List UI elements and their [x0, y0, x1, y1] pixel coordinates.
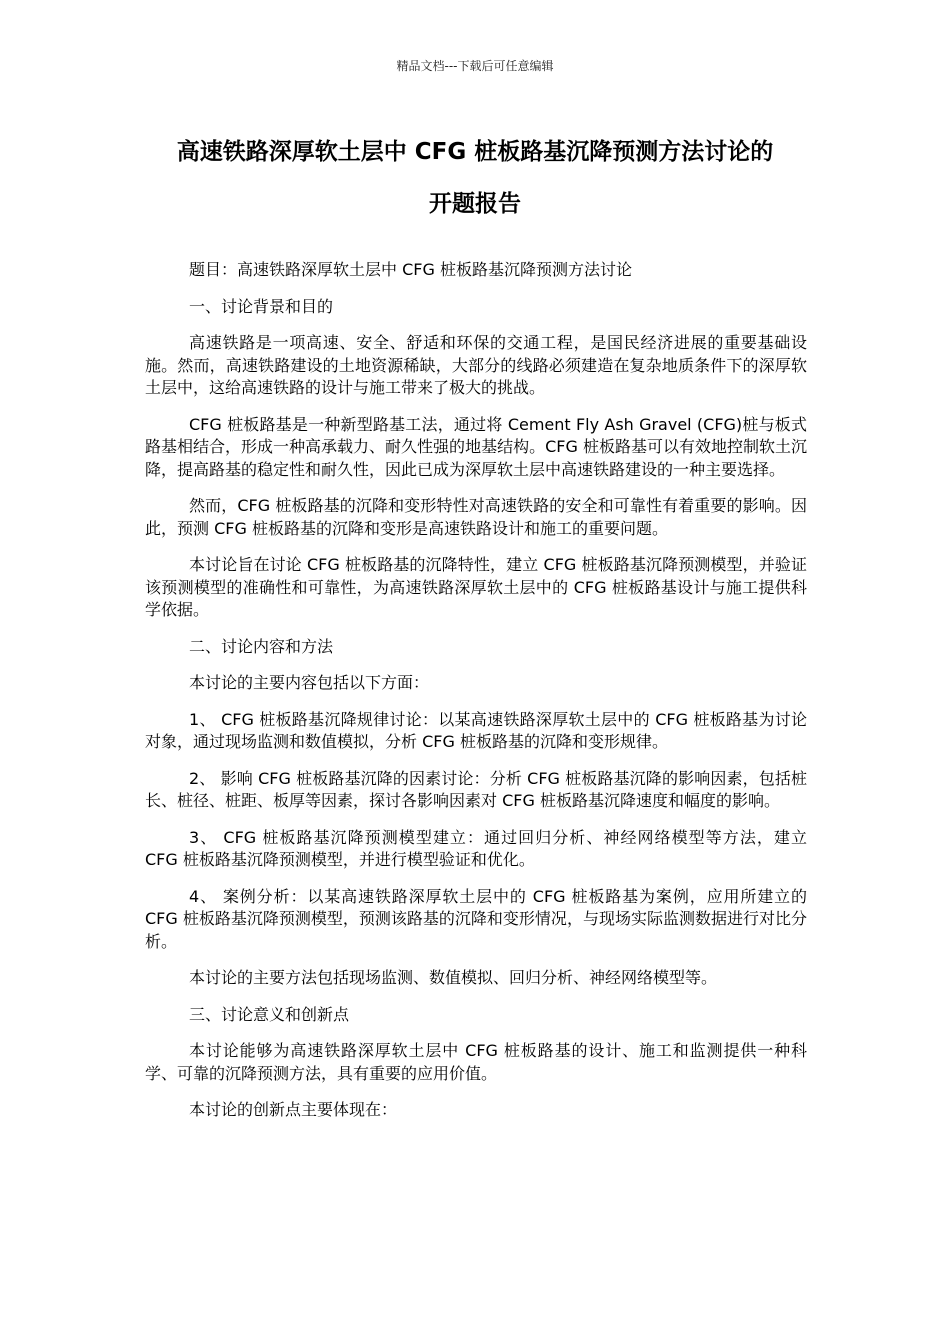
document-body [145, 259, 807, 1136]
list-item: 2、 影响 CFG 桩板路基沉降的因素讨论：分析 CFG 桩板路基沉降的影响因素，包括桩长、桩径、桩距、板厚等因素，探讨各影响因素对 CFG 桩板路基沉降速度和幅度的影响。 [145, 768, 807, 810]
body-paragraph: 本讨论的创新点主要体现在： [189, 1100, 398, 1119]
header-note: 精品文档---下载后可任意编辑 [396, 59, 554, 73]
section-heading-content: 二、讨论内容和方法 [189, 636, 334, 656]
body-paragraph: 本讨论能够为高速铁路深厚软土层中 CFG 桩板路基的设计、施工和监测提供一种科学、可靠的沉降预测方法，具有重要的应用价值。 [145, 1041, 807, 1083]
topic-line: 题目：高速铁路深厚软土层中 CFG 桩板路基沉降预测方法讨论 [189, 260, 632, 279]
document-title-line-2: 开题报告 [429, 191, 521, 217]
body-paragraph: CFG 桩板路基是一种新型路基工法，通过将 Cement Fly Ash Gravel (CFG)桩与板式路基相结合，形成一种高承载力、耐久性强的地基结构。CFG 桩板路基可以有效地控制软土沉降，提高路基的稳定性和耐久性，因此已成为深厚软土层中高速铁路建设的一种主要选择。 [145, 414, 807, 479]
list-item: 3、 CFG 桩板路基沉降预测模型建立：通过回归分析、神经网络模型等方法，建立 CFG 桩板路基沉降预测模型，并进行模型验证和优化。 [145, 827, 807, 869]
body-paragraph: 本讨论的主要内容包括以下方面： [189, 673, 430, 692]
body-paragraph: 然而，CFG 桩板路基的沉降和变形特性对高速铁路的安全和可靠性有着重要的影响。因此，预测 CFG 桩板路基的沉降和变形是高速铁路设计和施工的重要问题。 [145, 496, 807, 538]
list-item: 4、 案例分析：以某高速铁路深厚软土层中的 CFG 桩板路基为案例，应用所建立的 CFG 桩板路基沉降预测模型，预测该路基的沉降和变形情况，与现场实际监测数据进行对比分析。 [145, 886, 807, 951]
list-item: 1、 CFG 桩板路基沉降规律讨论：以某高速铁路深厚软土层中的 CFG 桩板路基为讨论对象，通过现场监测和数值模拟，分析 CFG 桩板路基的沉降和变形规律。 [145, 709, 807, 751]
document-title-line-1: 高速铁路深厚软土层中 CFG 桩板路基沉降预测方法讨论的 [176, 139, 774, 165]
body-paragraph: 本讨论旨在讨论 CFG 桩板路基的沉降特性，建立 CFG 桩板路基沉降预测模型，并验证该预测模型的准确性和可靠性，为高速铁路深厚软土层中的 CFG 桩板路基设计与施工提供科学依据。 [145, 555, 807, 619]
body-paragraph: 高速铁路是一项高速、安全、舒适和环保的交通工程，是国民经济进展的重要基础设施。然而，高速铁路建设的土地资源稀缺，大部分的线路必须建造在复杂地质条件下的深厚软土层中，这给高速铁路的设计与施工带来了极大的挑战。 [145, 333, 807, 397]
section-heading-significance: 三、讨论意义和创新点 [189, 1004, 350, 1024]
section-heading-background: 一、讨论背景和目的 [189, 296, 334, 316]
body-paragraph: 本讨论的主要方法包括现场监测、数值模拟、回归分析、神经网络模型等。 [189, 968, 718, 987]
